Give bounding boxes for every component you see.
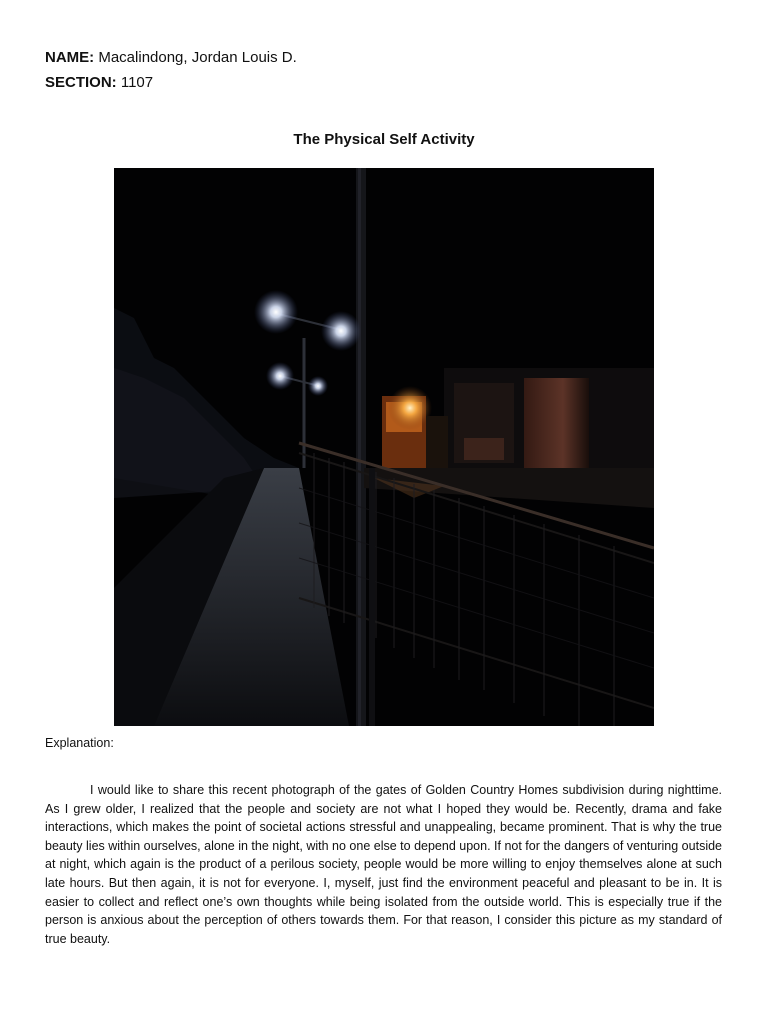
- name-line: [45, 48, 297, 68]
- name-value: Macalindong, Jordan Louis D.: [98, 49, 297, 66]
- explanation-label: Explanation:: [45, 736, 114, 750]
- section-line: [45, 73, 153, 93]
- name-label: NAME:: [45, 49, 95, 66]
- section-value: 1107: [120, 74, 154, 91]
- night-photograph: [114, 168, 654, 726]
- document-title: The Physical Self Activity: [293, 131, 475, 148]
- explanation-paragraph: I would like to share this recent photograph of the gates of Golden Country Homes subdivision during nighttime. As I grew older, I realized that the people and society are not what I hoped they would be. Recently, drama and fake interactions, which makes the point of societal actions stressful and unappealing, became prominent. That is why the true beauty lies within ourselves, alone in the night, with no one else to depend upon. If not for the dangers of venturing outside at night, which again is the product of a perilous society, people would be more willing to enjoy themselves alone at such late hours. But then again, it is not for everyone. I, myself, just find the environment peaceful and pleasant to be in. It is easier to collect and reflect one’s own thoughts while being isolated from the outside world. This is especially true if the person is anxious about the perception of others towards them. For that reason, I consider this picture as my standard of true beauty.: [45, 783, 722, 946]
- section-label: SECTION:: [45, 74, 117, 91]
